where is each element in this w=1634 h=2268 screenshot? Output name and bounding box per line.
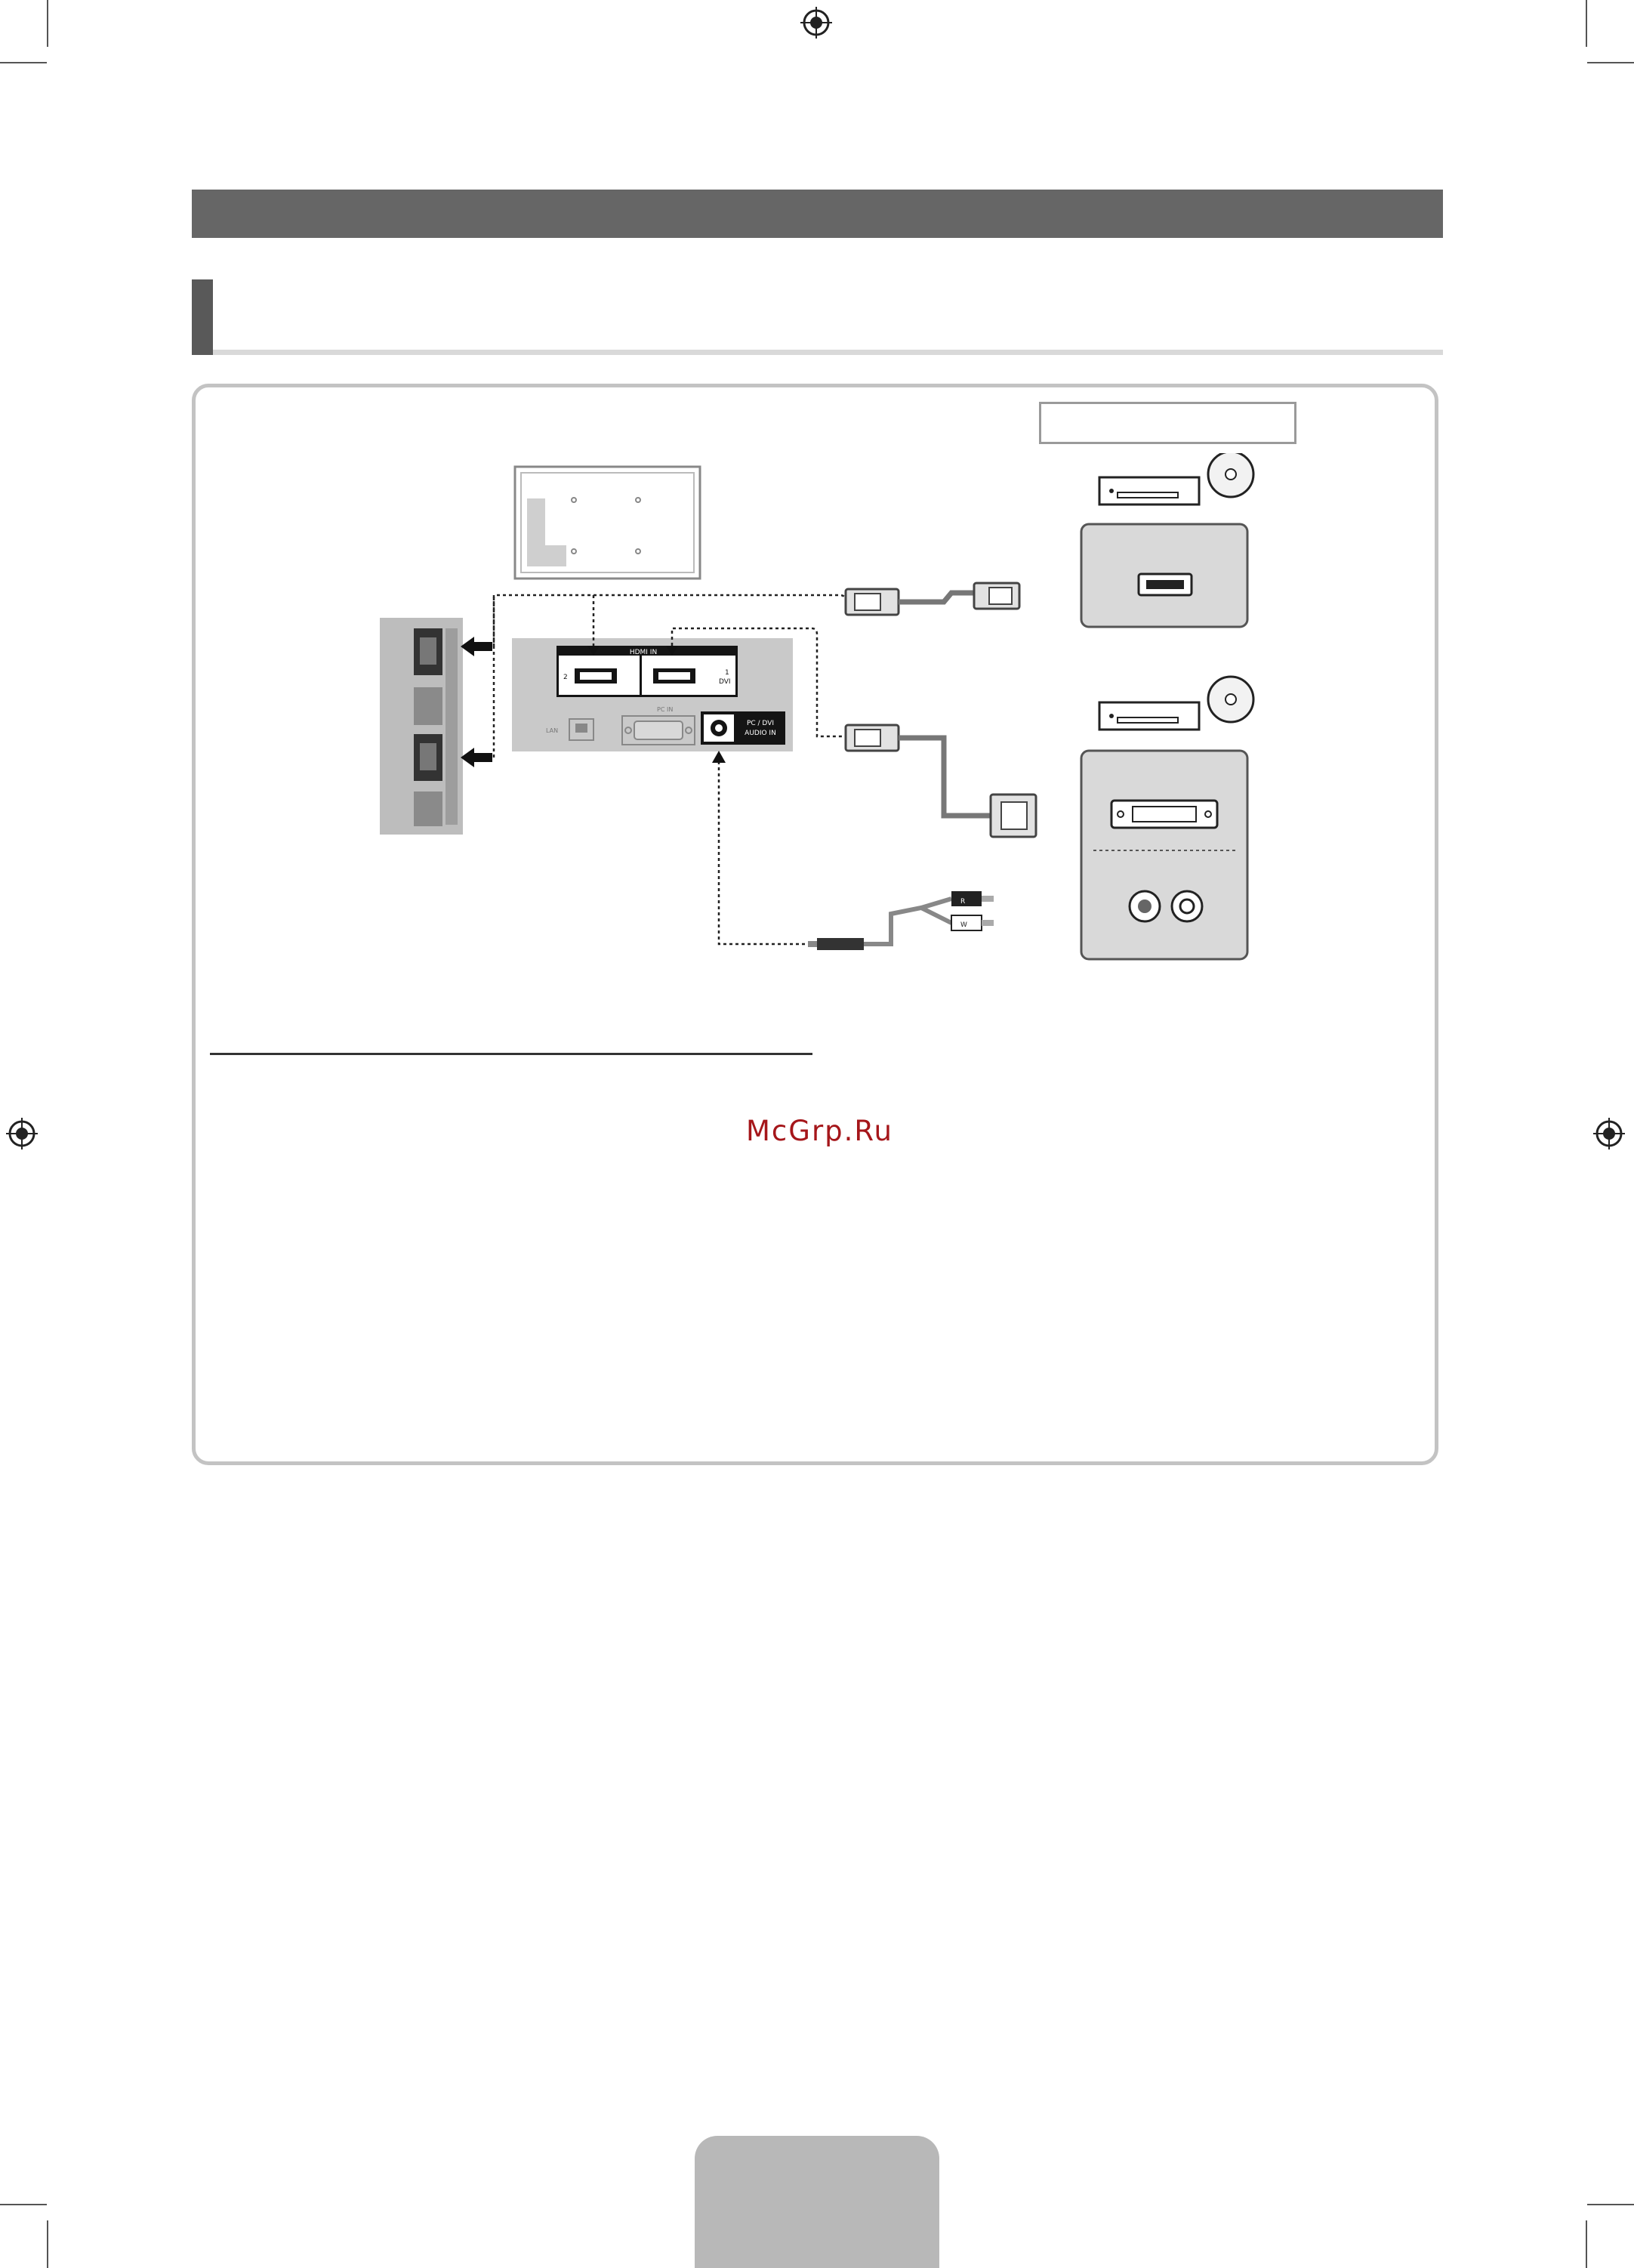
note-divider bbox=[210, 1053, 812, 1055]
pc-in-label: PC IN bbox=[657, 706, 674, 713]
audio-in-label: AUDIO IN bbox=[745, 730, 776, 737]
tv-side-panel bbox=[380, 618, 463, 835]
watermark: McGrp.Ru bbox=[746, 1115, 893, 1147]
hdmi-port-box bbox=[1081, 524, 1247, 627]
rear-jack-panel bbox=[512, 638, 793, 751]
registration-mark-icon bbox=[1593, 1118, 1625, 1149]
hdmi-in-label: HDMI IN bbox=[629, 649, 658, 656]
hdmi-2-label: 2 bbox=[563, 674, 568, 681]
crop-mark bbox=[1586, 0, 1587, 47]
tv-rear-icon bbox=[515, 467, 700, 579]
section-header-bar bbox=[192, 190, 1443, 238]
crop-mark bbox=[1586, 2220, 1587, 2268]
crop-mark bbox=[1587, 2204, 1634, 2205]
crop-mark bbox=[47, 2220, 48, 2268]
registration-mark-icon bbox=[800, 7, 832, 39]
hdmi-dvi-cable-icon bbox=[846, 725, 1036, 837]
crop-mark bbox=[0, 62, 47, 63]
dvi-audio-port-box bbox=[1081, 751, 1247, 959]
crop-mark bbox=[1587, 62, 1634, 63]
crop-mark bbox=[0, 2204, 47, 2205]
crop-mark bbox=[47, 0, 48, 47]
hdmi-cable-icon bbox=[846, 583, 1019, 615]
devices-label-box bbox=[1039, 402, 1296, 444]
audio-r-label: R bbox=[960, 898, 966, 906]
audio-w-label: W bbox=[960, 921, 967, 929]
side-arrow-icon bbox=[461, 637, 492, 767]
dvi-label: DVI bbox=[719, 678, 731, 686]
hdmi-1-label: 1 bbox=[725, 669, 729, 677]
subsection-accent bbox=[192, 279, 213, 355]
subsection-rule bbox=[213, 350, 1443, 355]
dvd-player-icon bbox=[1099, 453, 1253, 505]
pc-dvi-label: PC / DVI bbox=[746, 720, 775, 727]
lan-label: LAN bbox=[546, 727, 559, 734]
registration-mark-icon bbox=[6, 1118, 38, 1149]
audio-cable-icon bbox=[808, 891, 994, 950]
page-number-tab bbox=[695, 2136, 939, 2268]
dvd-player-icon bbox=[1099, 677, 1253, 730]
connection-diagram bbox=[347, 453, 1352, 997]
arrow-icon bbox=[712, 751, 726, 763]
